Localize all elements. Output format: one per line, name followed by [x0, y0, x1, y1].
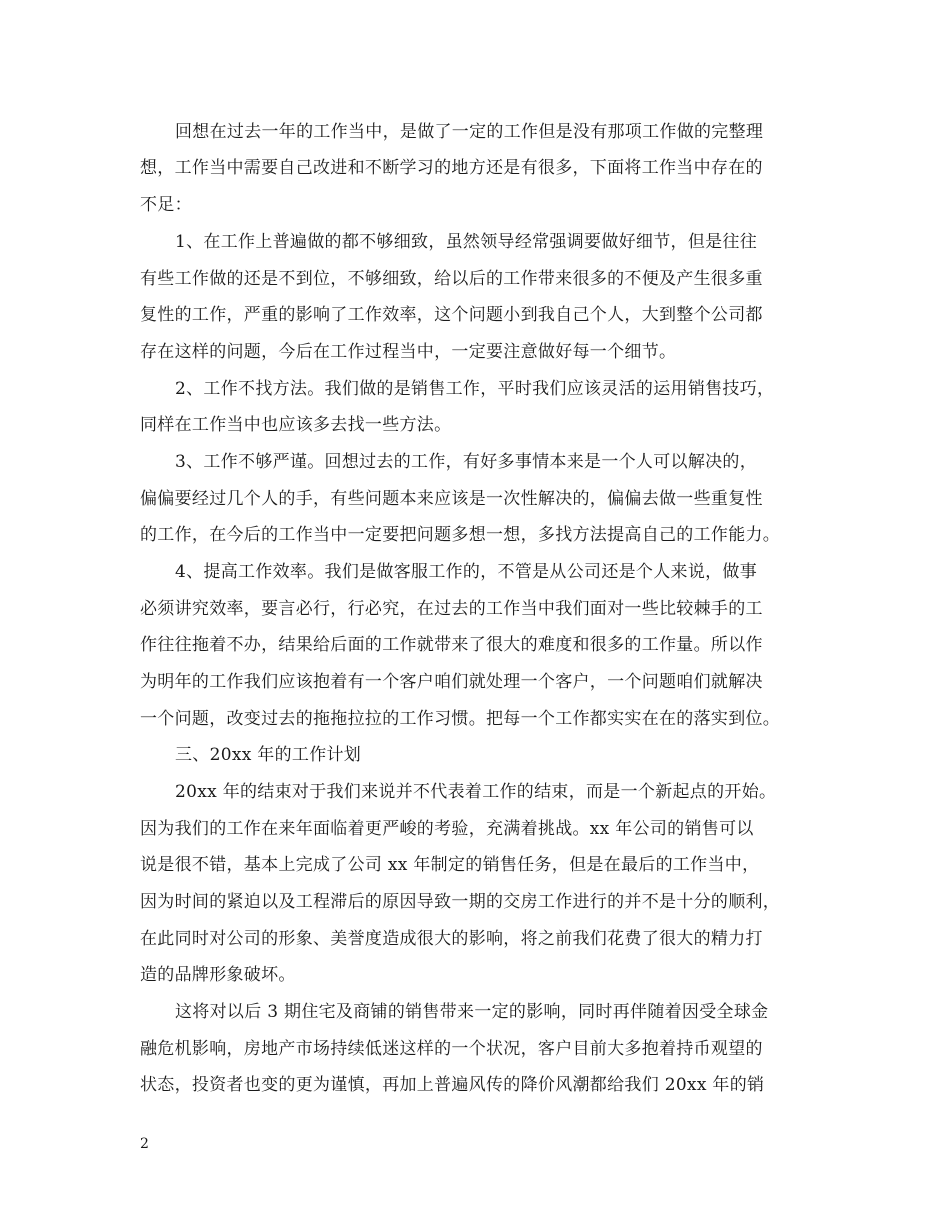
body-text-line: 必须讲究效率，要言必行，行必究，在过去的工作当中我们面对一些比较棘手的工 — [140, 599, 763, 619]
body-text-line: 1、在工作上普遍做的都不够细致，虽然领导经常强调要做好细节，但是往往 — [175, 232, 758, 252]
body-text-line: 为明年的工作我们应该抱着有一个客户咱们就处理一个客户，一个问题咱们就解决 — [140, 672, 763, 692]
body-text-line: 造的品牌形象破坏。 — [140, 965, 296, 985]
body-text-line: 2、工作不找方法。我们做的是销售工作，平时我们应该灵活的运用销售技巧， — [175, 379, 775, 399]
body-text-line: 存在这样的问题，今后在工作过程当中，一定要注意做好每一个细节。 — [140, 342, 677, 362]
body-text-line: 想，工作当中需要自己改进和不断学习的地方还是有很多，下面将工作当中存在的 — [140, 158, 763, 178]
body-text-line: 的工作，在今后的工作当中一定要把问题多想一想，多找方法提高自己的工作能力。 — [140, 525, 781, 545]
body-text-line: 因为我们的工作在来年面临着更严峻的考验，充满着挑战。xx 年公司的销售可以 — [140, 819, 754, 839]
body-text-line: 状态，投资者也变的更为谨慎，再加上普遍风传的降价风潮都给我们 20xx 年的销 — [140, 1075, 765, 1095]
body-text-line: 不足： — [140, 195, 192, 215]
body-text-line: 说是很不错，基本上完成了公司 xx 年制定的销售任务，但是在最后的工作当中， — [140, 855, 760, 875]
body-text-line: 有些工作做的还是不到位，不够细致，给以后的工作带来很多的不便及产生很多重 — [140, 269, 763, 289]
body-text-line: 3、工作不够严谨。回想过去的工作，有好多事情本来是一个人可以解决的， — [175, 452, 758, 472]
body-text-line: 在此同时对公司的形象、美誉度造成很大的影响，将之前我们花费了很大的精力打 — [140, 929, 763, 949]
body-text-line: 这将对以后 3 期住宅及商铺的销售带来一定的影响，同时再伴随着因受全球金 — [175, 1002, 769, 1022]
body-text-line: 4、提高工作效率。我们是做客服工作的，不管是从公司还是个人来说，做事 — [175, 562, 758, 582]
body-text-line: 同样在工作当中也应该多去找一些方法。 — [140, 415, 452, 435]
body-text-line: 融危机影响，房地产市场持续低迷这样的一个状况，客户目前大多抱着持币观望的 — [140, 1039, 763, 1059]
body-text-line: 回想在过去一年的工作当中，是做了一定的工作但是没有那项工作做的完整理 — [175, 122, 764, 142]
body-text-line: 因为时间的紧迫以及工程滞后的原因导致一期的交房工作进行的并不是十分的顺利， — [140, 892, 781, 912]
body-text-line: 20xx 年的结束对于我们来说并不代表着工作的结束，而是一个新起点的开始。 — [175, 782, 777, 802]
body-text-line: 作往往拖着不办，结果给后面的工作就带来了很大的难度和很多的工作量。所以作 — [140, 635, 763, 655]
body-text-line: 一个问题，改变过去的拖拖拉拉的工作习惯。把每一个工作都实实在在的落实到位。 — [140, 709, 781, 729]
body-text-line: 偏偏要经过几个人的手，有些问题本来应该是一次性解决的，偏偏去做一些重复性 — [140, 489, 763, 509]
section-heading: 三、20xx 年的工作计划 — [175, 745, 362, 765]
page-number: 2 — [140, 1136, 149, 1152]
body-text-line: 复性的工作，严重的影响了工作效率，这个问题小到我自己个人，大到整个公司都 — [140, 305, 763, 325]
